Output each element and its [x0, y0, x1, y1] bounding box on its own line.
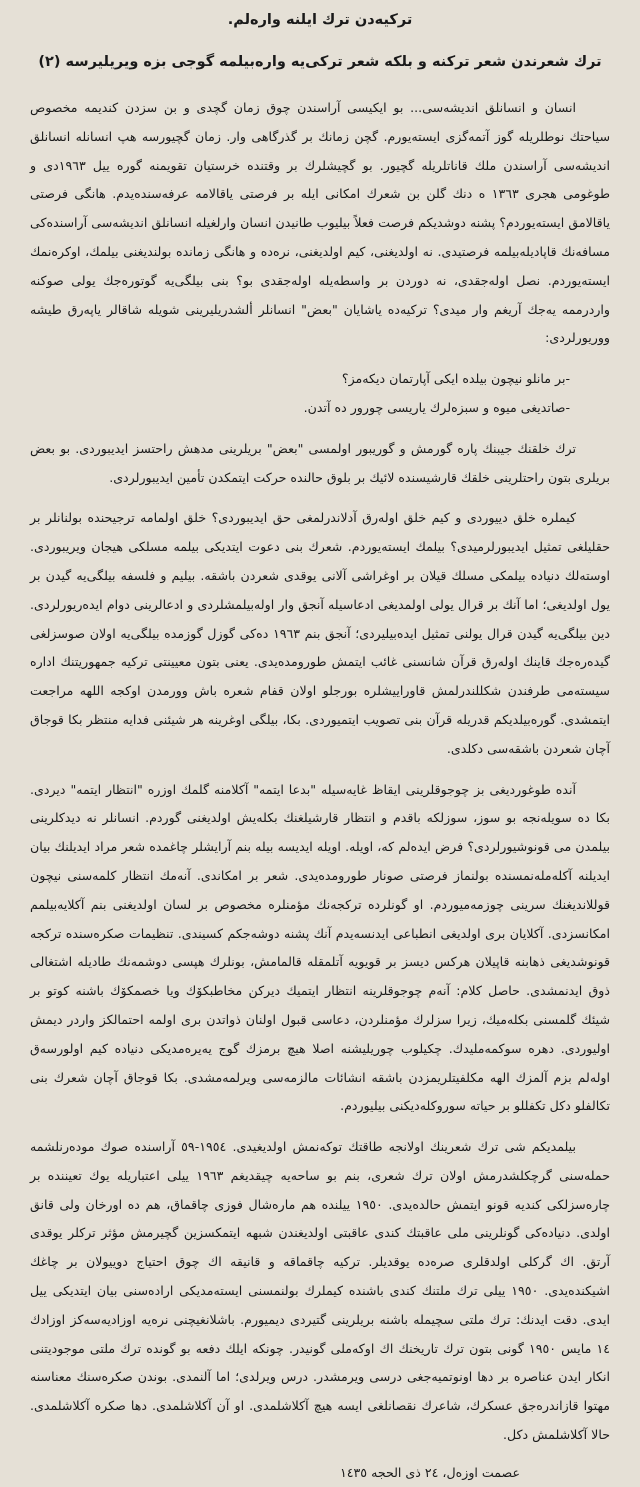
article-title: ترکیه‌دن ترك ایلنه وارەلم. [227, 12, 413, 28]
article-subtitle: ترك شعرندن شعر ترکنه و بلکه شعر ترکی‌یه وارەبیلمه گوجی بزه ویریلیرسه (٢) [38, 54, 602, 70]
paragraph-5: بیلمدیکم شی ترك شعرینك اولانجه طاقتك توکه‌نمش اولدیغیدی. ١٩٥٤-٥٩ آراسنده صوك موده‌رنلشمه حمله‌سنی گرچکلشدرمش اولان ترك شعری، بنم بو ساحه‌یه چیقدیغم ١٩٦٣ ییلی اعتباریله یوك تعیننده بر چاره‌سزلکی کندیه قونو ایتمش حالده‌یدی. ١٩٥٠ ییلنده هم مارەشال فوزی چاقماق، هم ده اورخان ولی قانق اولدی. دنیاده‌کی گونلرینی ملی عاقبتك کندی عاقبتی اولدیغندن شبهه ایتمکسزین گچیرمش مؤثر ترکلر یوقدی آرتق. اك گرکلی اولدقلری صرەده یوقدیلر. ترکیه چاقماقه و قانیقه اك چوق احتیاج دوییولان بر چاغك اشیکنده‌یدی. ١٩٥٠ ییلی ترك ملتنك کندی باشنده کیملرك بولنمسنی ایسته‌مدیکی اراده‌سنی بیان ایتدیکی ییل ایدی. دقت ایدنك: ترك ملتی سچیمله باشنه بریلرینی گتیردی دیمیورم. باشلانغیچنی نرەیه اوزادیه‌سه‌کز اوزادك ١٤ مایس ١٩٥٠ گونی بتون ترك تاریخنك اك اوکەملی گونیدر. چونکه ایلك دفعه بو گونده ترك ملتی موجودیتنی انکار ایدن عناصره بر دها اونوتمیه‌جغی درسی ویرمشدر. درس ویرلدی؛ اما آلنمدی. بوندن صکره‌سنك معناسنه مهتوا قازاندره‌جق عسکرك، شاعرك نقصانلغی ایسه هیچ آکلاشلمدی. او آن آکلاشلمدی. دها صکره آکلاشلمدی. حالا آکلاشلمش دکل. [30, 1139, 611, 1443]
quote-line-2: -صاتدیغی میوه و سبزه‌لرك یاریسی چورور ده آتدن. [303, 399, 570, 415]
paragraph-3: کیملره خلق دییوردی و کیم خلق اولەرق آدلاندرلمغی حق ایدیبوردی؟ خلق اولمامه ترجیحنده بولنانلر بر حقلیلغی تمثیل ایدیبورلرمیدی؟ بیلمك ایسته‌یوردم. شعرك بنی دعوت ایتدیکی بیلمه مسلكی هیجان ویریبوردی. اوسته‌لك دنیاده بیلمکی مسلك قیلان بر اوغراشی آلانی یوقدی شعردن باشقه. بیلیم و فلسفه بیلگی‌یه گیدن بر یول اولدیغی؛ اما آنك بر قرال یولی اولمدیغی ادعاسیله آنجق وار اوله‌بیلمشلردی و ادعالرینی دوام ایدەریورلردی. دین بیلگی‌یه گیدن قرال یولنی تمثیل ایده‌بیلیردی؛ آنجق بنم ١٩٦٣ ده‌کی گوزل گوزمده بیلگی‌یه اولان صوسزلغی گیده‌ره‌جك قاینك اولەرق قرآن شانسنی غائب ایتمش طورومده‌یدی. یعنی بتون معیینتی ترکیه جمهوریتنك اداره سیستەمی طرفندن شکللندرلمش قاوراییشلره بورجلو اولان قفام شعره باش وورمدن اوکجه اللهه مراجعت ایتمشدی. گوره‌بیلدیکم قدریله قرآن بنی تصویب ایتمیوردی. بکا، بیلگی اوغرینه هر شیئنی فدایه منتظر بکا قوجاق آچان شعردن باشقەسی دکلدی. [30, 510, 611, 756]
quote-block [30, 365, 610, 423]
author-signature: عصمت اوزەل، ٢٤ ذی الحجه ١٤٣٥ [340, 1464, 520, 1480]
paragraph-4: آنده طوغوردیغی بز چوجوقلرینی ایقاظ غایه‌سیله "بدعا ایتمه" آکلامنه گلمك اوزره "انتظار ایتمه" دیردی. بکا ده سویلەنجه بو سوز، سوزلکه باقدم و انتظار قارشیلغنك بکلەیش اولدیغنی گوردم. انسانلر نه دیدکلرینی بیلمدن می قونوشیورلردی؟ فرض ایده‌لم که، اویله. اویله ایدیسه بیله بنم آرایشلر چاغمده شعر مراد ایدیلنك بیان ایدیلنه آكلەملەنمسنده بولنماز فرصتی صونار طورومده‌یدی. شعر بر امکاندی. آنەمك انتظار کلمه‌سنی نیچون قوللاندیغنك سرینی چوزمه‌میوردم. او گونلرده ترکجەنك مؤمنلره مخصوص بر لسان اولدیغنی بنم آکلایەبیلمم امکانسزدی. آکلایان بری اولدیغی انطباعی ایدنسەیدم آنك پشنه دوشه‌جكم کسیندی. تنظیمات صکره‌سنده ترکجه قونوشدیغی ذهابنه قاپیلان هرکس دیسز بر قویویه آتلمقله قالمامش، بونلرك هپسی دوشمه‌نك طادیله اشتغالی ذوق ایدنمشدی. حاصل کلام: آنەم چوجوقلرینه انتظار ایتمیك دیركن مخاطبكۆك ویا خصمكۆك باشنه کوتو بر شیئك گلمسنی بکلەمیك، زیرا سزلرك مؤمنلردن، دعاسی قبول اولنان ذواتدن بری اولمه احتمالكز واردر دیمش اولیوردی. دهره سوکمەملیدك. چکیلوب چوریلیشنه اصلا هیچ برمزك گوج یەیرەمدیکی دنیاده کیم اولورسەق اولەلم بزم آلمزك الهه مكلفیتلریمزدن باشقه انشائات مالزمه‌سی ویرلمه‌مشدی. بکا قوجاق آچان شعرك بنی تکالفلو دکل تکفللو بر حیاته سوروکله‌دیکنی بیلیوردم. [30, 781, 610, 1114]
paragraph-2: ترك خلقنك جیبنك پاره گورمش و گوریبور اولمسی "بعض" بریلرینی مدهش راحتسز ایدیبوردی. بو بعض بریلری بتون راحتلرینی خلقك قارشیسنده لائیك بر بلوق حالنده حركت ایتمكدن تأمین ایدیبورلردی. [30, 440, 610, 485]
quote-line-1: -بر مانلو نیچون بیلده ایکی آپارتمان دیکەمز؟ [341, 371, 570, 387]
paragraph-1: انسان و انسانلق اندیشه‌سی... بو ایکیسی آراسندن چوق زمان گچدی و بن سزدن کندیمه مخصوص سیاحتك نوطلریله گوز آتمه‌گزی ایسته‌یورم. گچن زمانك بر گذرگاهی وار. زمان گچیورسه هپ انسانله انسانلق اندیشه‌سی آراسندن ملك قاناتلریله گچیور. بو گچیشلرك بر وقتنده خرستیان تقویمنه گوره ییل ١٩٦٣دی و طوغومی هجری ١٣٦٣ ه دنك گلن بن شعرك امكانی ایله بر فرصتی یاقالامه عرفه‌سنده‌یدم. هانگی فرصتی یاقالامق ایسته‌یوردم؟ پشنه دوشدیکم فرصت فعلاً بیلیوب طانیدن انسان وارلغیله انسانلق اندیشه‌سی آراسنده‌کی مسافه‌نك قاپادیله‌بیلمه فرصتیدی. نه اولدیغنی، کیم اولدیغنی، نره‌ده و هانگی زمانده بولندیغنی بیلمك، اوکرەنمك ایسته‌یوردم. نصل اولەجقدی، نه دوردن بر واسطه‌یله اولەجقدی بو؟ بنی بیلگی‌یه گوتوره‌جك یولی صوكنه واردرممه یەجك آریغم وار میدی؟ ترکیه‌ده یاشایان "بعض" انسانلر ألشدریلیرینی شویله شاقالر یاپەرق طیشه ووریورلردی: [30, 100, 611, 346]
